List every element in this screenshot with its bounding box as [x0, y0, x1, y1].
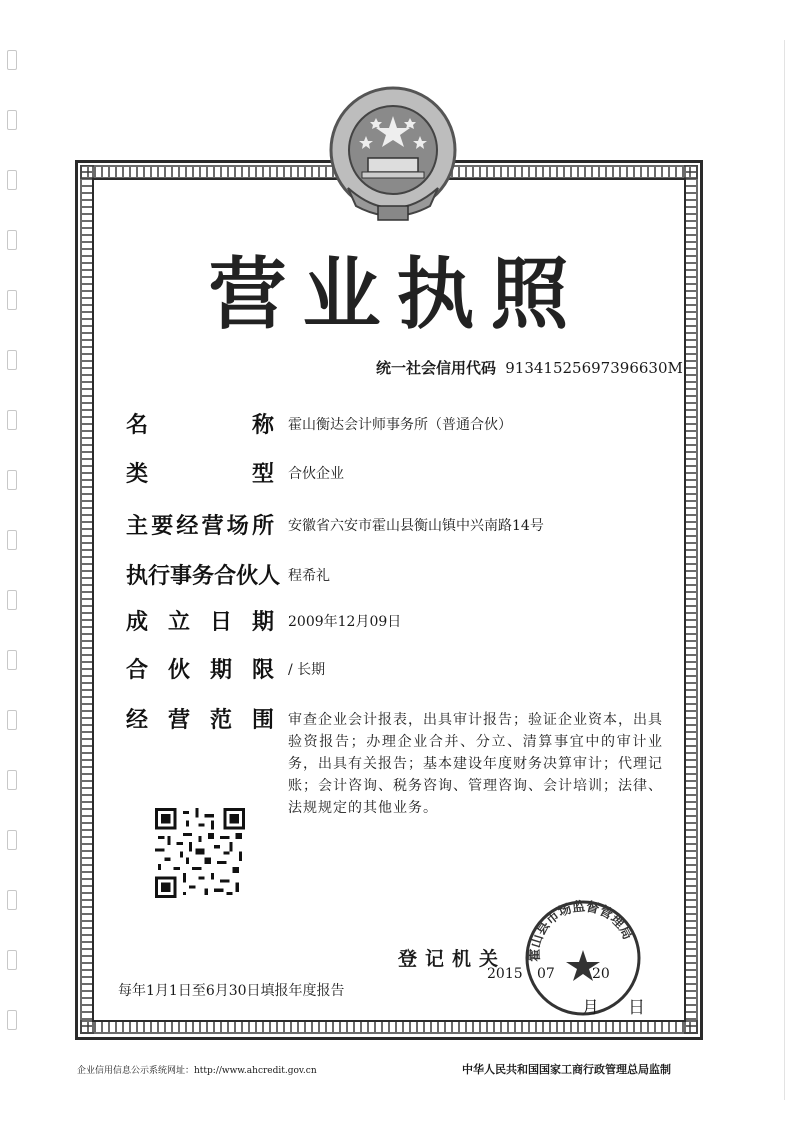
value-scope: 审查企业会计报表，出具审计报告；验证企业资本，出具验资报告；办理企业合并、分立、清算事宜中的审计业务，出具有关报告；基本建设年度财务决算审计；代理记账；会计咨询、税务咨询、管理咨询、会计培训；法律、法规规定的其他业务。	[288, 712, 663, 816]
footer-supervisor: 中华人民共和国国家工商行政管理总局监制	[462, 1063, 671, 1076]
svg-text:霍山县市场监督管理局	[527, 899, 635, 962]
value-name: 霍山衡达会计师事务所（普通合伙）	[288, 417, 512, 433]
fret-border-bottom	[80, 1020, 698, 1034]
footer-website: 企业信用信息公示系统网址：http://www.ahcredit.gov.cn	[77, 1066, 317, 1076]
credit-code-label: 统一社会信用代码	[376, 359, 497, 377]
label-type: 类 型	[126, 462, 274, 487]
credit-code-value: 91341525697396630M	[505, 359, 683, 377]
label-term: 合 伙 期 限	[126, 658, 274, 683]
value-type: 合伙企业	[288, 466, 344, 482]
label-scope: 经 营 范 围	[126, 708, 274, 733]
seal-text: 霍山县市场监督管理局	[527, 899, 635, 962]
label-name: 名 称	[126, 413, 274, 438]
value-term: / 长期	[288, 662, 326, 678]
annual-report-notice: 每年1月1日至6月30日填报年度报告	[118, 983, 345, 999]
qr-code-icon[interactable]	[155, 808, 245, 898]
month-unit: 月	[582, 998, 599, 1018]
value-partner: 程希礼	[288, 568, 330, 584]
certificate-title: 营业执照	[208, 250, 585, 340]
issue-month: 07	[537, 966, 555, 982]
registration-authority-label: 登记机关	[398, 948, 507, 970]
value-established: 2009年12月09日	[288, 614, 402, 630]
scan-edge-line	[784, 40, 785, 1100]
label-established: 成 立 日 期	[126, 610, 274, 635]
label-partner: 执 行 事 务 合 伙 人	[126, 564, 281, 589]
binder-holes	[0, 0, 22, 1121]
national-emblem-icon	[318, 78, 468, 228]
credit-code-line	[376, 357, 683, 378]
issue-year: 2015	[487, 966, 523, 982]
value-address: 安徽省六安市霍山县衡山镇中兴南路14号	[288, 518, 544, 534]
label-address: 主 要 经 营 场 所	[126, 514, 274, 539]
day-unit: 日	[628, 998, 645, 1018]
issue-day: 20	[592, 966, 610, 982]
